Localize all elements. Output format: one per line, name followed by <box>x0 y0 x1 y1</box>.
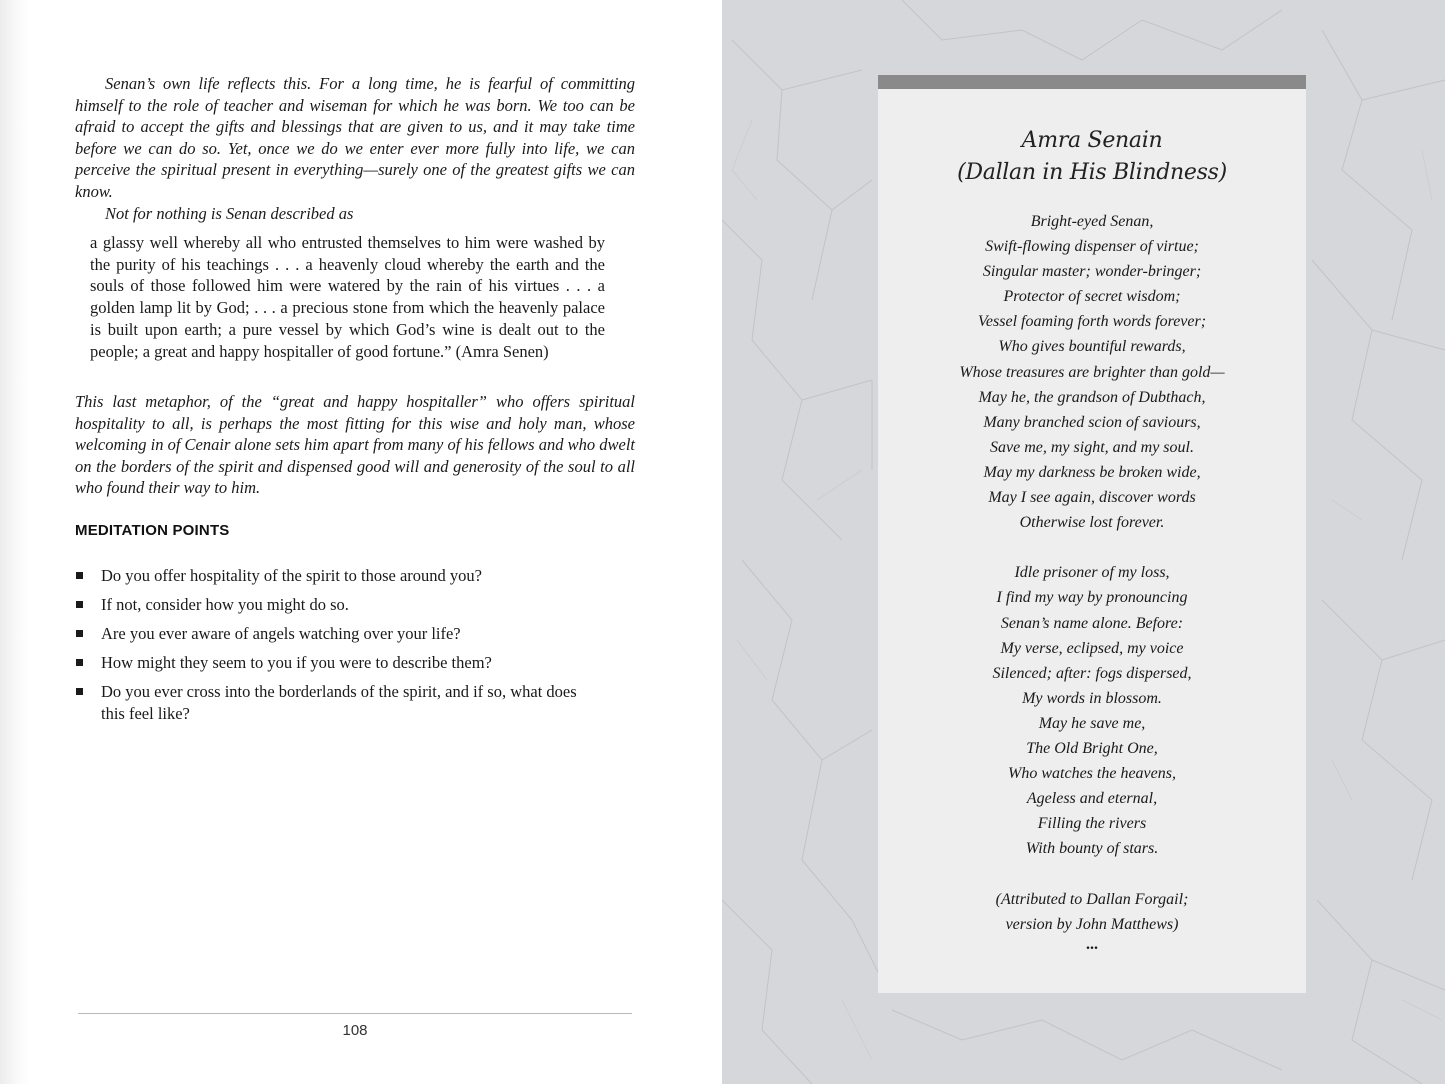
intro-paragraph-lead-in: Not for nothing is Senan described as <box>105 203 354 223</box>
list-item: Do you ever cross into the borderlands of the spirit, and if so, what does this feel like? <box>75 681 595 724</box>
bullet-square-icon <box>76 630 83 637</box>
list-item: Do you offer hospitality of the spirit to those around you? <box>75 565 595 587</box>
poem-line: Swift-flowing dispenser of virtue; <box>985 238 1199 256</box>
poem-panel <box>878 75 1306 993</box>
poem-body <box>878 209 1306 953</box>
bullet-square-icon <box>76 572 83 579</box>
left-page <box>0 0 722 1084</box>
poem-line: I find my way by pronouncing <box>996 589 1188 607</box>
ellipsis-mark: ... <box>1086 935 1098 953</box>
poem-line: Save me, my sight, and my soul. <box>990 438 1194 456</box>
poem-line: Singular master; wonder-bringer; <box>982 263 1202 281</box>
footer-divider <box>78 1013 632 1014</box>
closing-paragraph: This last metaphor, of the “great and happy hospitaller” who offers spiritual hospitality to all, is perhaps the most fitting for this wise and holy man, whose welcoming in of Cenair alone sets him apart from many of his fellows and who dwelt on the borders of the spirit and dispensed good will and generosity of the soul to all who found their way to him. <box>75 392 635 498</box>
poem-title <box>878 125 1306 189</box>
meditation-list <box>75 565 595 732</box>
bullet-square-icon <box>76 601 83 608</box>
poem-line: Who gives bountiful rewards, <box>998 338 1186 356</box>
right-page <box>722 0 1445 1084</box>
bullet-square-icon <box>76 659 83 666</box>
attribution-line: (Attributed to Dallan Forgail; <box>995 890 1189 908</box>
poem-line: The Old Bright One, <box>1026 739 1158 757</box>
poem-line: Bright-eyed Senan, <box>1030 213 1154 230</box>
poem-line: Idle prisoner of my loss, <box>1014 564 1170 582</box>
poem-line: Vessel foaming forth words forever; <box>977 313 1207 331</box>
poem-title-line-2: (Dallan in His Blindness) <box>957 160 1227 185</box>
meditation-heading: MEDITATION POINTS <box>75 522 230 539</box>
poem-line: Otherwise lost forever. <box>1019 514 1165 532</box>
page-number: 108 <box>342 1022 368 1039</box>
page-edge-texture <box>0 0 30 1084</box>
poem-line: Whose treasures are brighter than gold— <box>959 363 1225 381</box>
list-item: Are you ever aware of angels watching over your life? <box>75 623 595 645</box>
poem-line: Protector of secret wisdom; <box>1003 288 1181 306</box>
poem-line: May my darkness be broken wide, <box>983 463 1201 481</box>
block-quote: a glassy well whereby all who entrusted themselves to him were washed by the purity of his teachings . . . a heavenly cloud whereby the earth and the souls of those followed him were watered by the rain of his virtues . . . a golden lamp lit by God; . . . a precious stone from which the heavenly palace is built upon earth; a pure vessel by which God’s wine is dealt out to the people; a great and happy hospitaller of good fortune.” (Amra Senen) <box>90 233 605 361</box>
panel-header-bar <box>878 75 1306 89</box>
poem-line: Senan’s name alone. Before: <box>1000 614 1184 632</box>
poem-line: May he, the grandson of Dubthach, <box>978 388 1206 406</box>
poem-line: Filling the rivers <box>1037 815 1147 833</box>
list-item: If not, consider how you might do so. <box>75 594 595 616</box>
poem-line: With bounty of stars. <box>1025 840 1159 858</box>
stanza-break <box>878 535 1306 560</box>
poem-title-line-1: Amra Senain <box>1021 128 1163 153</box>
poem-line: Many branched scion of saviours, <box>983 413 1201 431</box>
stanza-break <box>878 861 1306 886</box>
poem-line: My verse, eclipsed, my voice <box>1000 639 1184 657</box>
poem-line: Silenced; after: fogs dispersed, <box>992 664 1192 682</box>
poem-line: Ageless and eternal, <box>1026 790 1158 808</box>
intro-paragraph-text: Senan’s own life reflects this. For a long time, he is fearful of committing himself to the role of teacher and wiseman for which he was born. We too can be afraid to accept the gifts and blessings that are given to us, and it may take time before we can do so. Yet, once we do we enter ever more fully into life, we can perceive the spiritual present in everything—surely one of the greatest gifts we can know. <box>75 74 635 201</box>
poem-line: Who watches the heavens, <box>1008 765 1176 783</box>
poem-line: May he save me, <box>1038 714 1146 732</box>
poem-line: My words in blossom. <box>1022 689 1162 707</box>
intro-paragraph <box>75 73 635 224</box>
list-item: How might they seem to you if you were to describe them? <box>75 652 595 674</box>
poem-line: May I see again, discover words <box>988 489 1196 507</box>
attribution-line: version by John Matthews) <box>1005 915 1179 933</box>
bullet-square-icon <box>76 688 83 695</box>
